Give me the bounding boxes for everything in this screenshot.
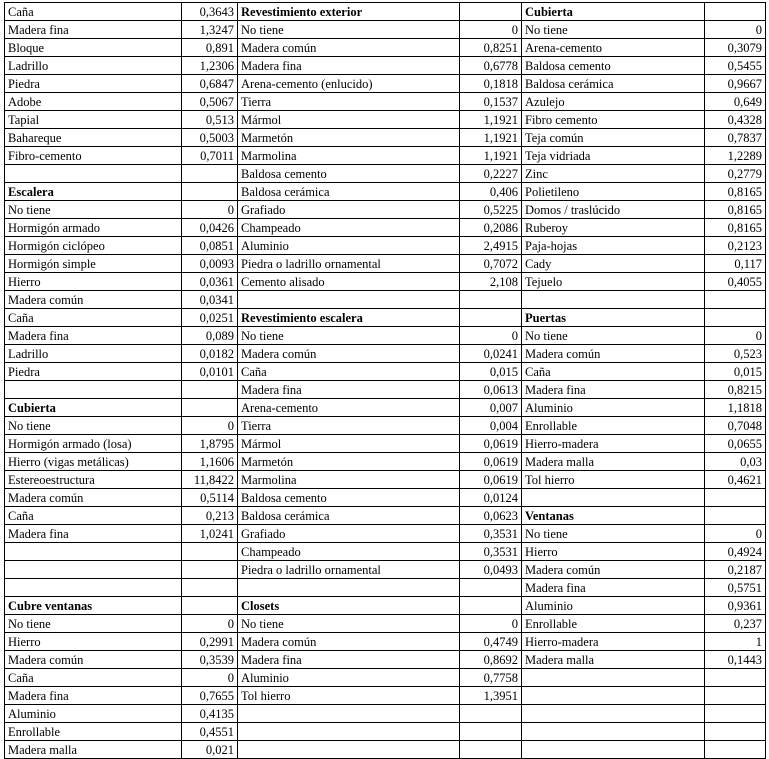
table-row bbox=[5, 399, 766, 417]
table-row bbox=[5, 363, 766, 381]
value-cell: 0,2123 bbox=[705, 237, 766, 255]
value-cell: 0,5751 bbox=[705, 579, 766, 597]
label-cell: Madera fina bbox=[238, 57, 460, 75]
label-cell: Cady bbox=[522, 255, 705, 273]
value-cell bbox=[182, 183, 238, 201]
label-cell: Madera fina bbox=[522, 579, 705, 597]
table-row bbox=[5, 147, 766, 165]
value-cell: 0,891 bbox=[182, 39, 238, 57]
label-cell: Madera malla bbox=[5, 741, 182, 759]
value-cell: 0,0619 bbox=[460, 453, 522, 471]
value-cell: 0,3531 bbox=[460, 525, 522, 543]
label-cell: Hierro bbox=[5, 273, 182, 291]
value-cell: 0,117 bbox=[705, 255, 766, 273]
value-cell: 2,108 bbox=[460, 273, 522, 291]
value-cell bbox=[182, 543, 238, 561]
label-cell: Arena-cemento bbox=[522, 39, 705, 57]
value-cell: 0,021 bbox=[182, 741, 238, 759]
value-cell: 0,5003 bbox=[182, 129, 238, 147]
value-cell: 0 bbox=[705, 327, 766, 345]
label-cell: Enrollable bbox=[5, 723, 182, 741]
label-cell: Piedra o ladrillo ornamental bbox=[238, 561, 460, 579]
value-cell: 0,4551 bbox=[182, 723, 238, 741]
label-cell: Baldosa cemento bbox=[238, 489, 460, 507]
label-cell: Caña bbox=[5, 507, 182, 525]
label-cell bbox=[238, 741, 460, 759]
value-cell bbox=[182, 399, 238, 417]
section-header: Cubierta bbox=[5, 399, 182, 417]
table-row bbox=[5, 723, 766, 741]
label-cell: Grafiado bbox=[238, 201, 460, 219]
label-cell: Hormigón armado (losa) bbox=[5, 435, 182, 453]
value-cell: 0,5067 bbox=[182, 93, 238, 111]
label-cell: Madera común bbox=[522, 561, 705, 579]
value-cell: 0,9667 bbox=[705, 75, 766, 93]
label-cell bbox=[238, 291, 460, 309]
label-cell: Piedra o ladrillo ornamental bbox=[238, 255, 460, 273]
label-cell: No tiene bbox=[238, 615, 460, 633]
value-cell: 0 bbox=[460, 21, 522, 39]
value-cell: 0 bbox=[182, 669, 238, 687]
value-cell: 0,4328 bbox=[705, 111, 766, 129]
value-cell: 0,015 bbox=[460, 363, 522, 381]
label-cell bbox=[5, 543, 182, 561]
section-header: Puertas bbox=[522, 309, 705, 327]
value-cell: 1,1818 bbox=[705, 399, 766, 417]
label-cell: Azulejo bbox=[522, 93, 705, 111]
section-header: Escalera bbox=[5, 183, 182, 201]
value-cell: 0,0493 bbox=[460, 561, 522, 579]
value-cell: 0,7655 bbox=[182, 687, 238, 705]
section-header: Cubre ventanas bbox=[5, 597, 182, 615]
value-cell bbox=[182, 165, 238, 183]
label-cell: Tol hierro bbox=[238, 687, 460, 705]
label-cell: Madera común bbox=[5, 489, 182, 507]
value-cell: 11,8422 bbox=[182, 471, 238, 489]
value-cell: 0,4749 bbox=[460, 633, 522, 651]
table-row bbox=[5, 417, 766, 435]
table-row bbox=[5, 309, 766, 327]
label-cell: Caña bbox=[238, 363, 460, 381]
value-cell: 0,0655 bbox=[705, 435, 766, 453]
label-cell: Madera común bbox=[5, 651, 182, 669]
label-cell: Ladrillo bbox=[5, 345, 182, 363]
table-row bbox=[5, 741, 766, 759]
value-cell: 0,8251 bbox=[460, 39, 522, 57]
value-cell bbox=[705, 3, 766, 21]
value-cell: 0,7072 bbox=[460, 255, 522, 273]
label-cell: No tiene bbox=[522, 525, 705, 543]
label-cell: Tierra bbox=[238, 417, 460, 435]
label-cell bbox=[522, 291, 705, 309]
value-cell bbox=[460, 309, 522, 327]
value-cell bbox=[705, 723, 766, 741]
value-cell: 1,1606 bbox=[182, 453, 238, 471]
label-cell bbox=[5, 165, 182, 183]
label-cell: Madera fina bbox=[522, 381, 705, 399]
value-cell: 0,5455 bbox=[705, 57, 766, 75]
value-cell: 1,1921 bbox=[460, 147, 522, 165]
value-cell: 0,4924 bbox=[705, 543, 766, 561]
label-cell bbox=[522, 687, 705, 705]
label-cell: Hierro bbox=[522, 543, 705, 561]
label-cell bbox=[238, 705, 460, 723]
label-cell: Madera fina bbox=[238, 381, 460, 399]
value-cell: 0,0619 bbox=[460, 471, 522, 489]
value-cell: 0,015 bbox=[705, 363, 766, 381]
label-cell: Hierro (vigas metálicas) bbox=[5, 453, 182, 471]
label-cell: Caña bbox=[5, 3, 182, 21]
label-cell: Fibro-cemento bbox=[5, 147, 182, 165]
label-cell: Piedra bbox=[5, 363, 182, 381]
label-cell: No tiene bbox=[522, 327, 705, 345]
table-row bbox=[5, 615, 766, 633]
label-cell: Madera común bbox=[238, 633, 460, 651]
table-row bbox=[5, 165, 766, 183]
label-cell: Hormigón ciclópeo bbox=[5, 237, 182, 255]
value-cell: 0 bbox=[705, 21, 766, 39]
value-cell: 0,0341 bbox=[182, 291, 238, 309]
table-row bbox=[5, 3, 766, 21]
value-cell: 0,2086 bbox=[460, 219, 522, 237]
value-cell: 0,3643 bbox=[182, 3, 238, 21]
value-cell: 0,0623 bbox=[460, 507, 522, 525]
value-cell: 0,513 bbox=[182, 111, 238, 129]
value-cell: 0,7011 bbox=[182, 147, 238, 165]
label-cell: Aluminio bbox=[238, 669, 460, 687]
table-row bbox=[5, 237, 766, 255]
table-row bbox=[5, 39, 766, 57]
label-cell: No tiene bbox=[238, 327, 460, 345]
label-cell: Madera fina bbox=[5, 525, 182, 543]
table-row bbox=[5, 183, 766, 201]
table-row bbox=[5, 255, 766, 273]
table-row bbox=[5, 507, 766, 525]
value-cell: 0,6847 bbox=[182, 75, 238, 93]
label-cell: Madera malla bbox=[522, 453, 705, 471]
value-cell: 0,0251 bbox=[182, 309, 238, 327]
table-row bbox=[5, 381, 766, 399]
value-cell: 0,1443 bbox=[705, 651, 766, 669]
value-cell bbox=[705, 291, 766, 309]
value-cell: 0,8165 bbox=[705, 201, 766, 219]
value-cell: 0,007 bbox=[460, 399, 522, 417]
label-cell: Caña bbox=[522, 363, 705, 381]
table-row bbox=[5, 57, 766, 75]
value-cell: 1,1921 bbox=[460, 129, 522, 147]
value-cell bbox=[182, 381, 238, 399]
value-cell: 2,4915 bbox=[460, 237, 522, 255]
label-cell: Bloque bbox=[5, 39, 182, 57]
table-row bbox=[5, 93, 766, 111]
table-row bbox=[5, 687, 766, 705]
table-row bbox=[5, 345, 766, 363]
label-cell bbox=[5, 579, 182, 597]
table-row bbox=[5, 471, 766, 489]
value-cell: 0,0361 bbox=[182, 273, 238, 291]
table-row bbox=[5, 219, 766, 237]
table-row bbox=[5, 435, 766, 453]
table-row bbox=[5, 633, 766, 651]
value-cell: 0 bbox=[182, 417, 238, 435]
value-cell: 0,1818 bbox=[460, 75, 522, 93]
value-cell bbox=[705, 669, 766, 687]
value-cell: 0,7837 bbox=[705, 129, 766, 147]
section-header: Revestimiento exterior bbox=[238, 3, 460, 21]
value-cell: 0,9361 bbox=[705, 597, 766, 615]
label-cell: Paja-hojas bbox=[522, 237, 705, 255]
value-cell: 0,2779 bbox=[705, 165, 766, 183]
value-cell bbox=[460, 705, 522, 723]
label-cell: Teja común bbox=[522, 129, 705, 147]
label-cell bbox=[5, 561, 182, 579]
label-cell bbox=[522, 705, 705, 723]
value-cell: 0,089 bbox=[182, 327, 238, 345]
value-cell bbox=[460, 597, 522, 615]
value-cell: 0,3079 bbox=[705, 39, 766, 57]
value-cell: 1 bbox=[705, 633, 766, 651]
value-cell bbox=[705, 687, 766, 705]
label-cell: Polietileno bbox=[522, 183, 705, 201]
label-cell bbox=[522, 723, 705, 741]
value-cell bbox=[460, 741, 522, 759]
value-cell: 1,3951 bbox=[460, 687, 522, 705]
label-cell: Mármol bbox=[238, 111, 460, 129]
label-cell: Arena-cemento (enlucido) bbox=[238, 75, 460, 93]
label-cell: Champeado bbox=[238, 219, 460, 237]
label-cell: Aluminio bbox=[522, 597, 705, 615]
section-header: Cubierta bbox=[522, 3, 705, 21]
value-cell bbox=[705, 489, 766, 507]
value-cell: 0,0851 bbox=[182, 237, 238, 255]
label-cell: Aluminio bbox=[238, 237, 460, 255]
value-cell bbox=[705, 705, 766, 723]
label-cell: Cemento alisado bbox=[238, 273, 460, 291]
label-cell: Aluminio bbox=[522, 399, 705, 417]
value-cell: 0,0182 bbox=[182, 345, 238, 363]
label-cell: Madera común bbox=[238, 39, 460, 57]
value-cell bbox=[705, 309, 766, 327]
value-cell: 0,4055 bbox=[705, 273, 766, 291]
value-cell: 0,649 bbox=[705, 93, 766, 111]
label-cell: Champeado bbox=[238, 543, 460, 561]
table-row bbox=[5, 579, 766, 597]
label-cell: Madera común bbox=[5, 291, 182, 309]
table-row bbox=[5, 453, 766, 471]
value-cell: 0,1537 bbox=[460, 93, 522, 111]
value-cell: 0,0619 bbox=[460, 435, 522, 453]
label-cell: Madera fina bbox=[5, 687, 182, 705]
value-cell: 0,8165 bbox=[705, 219, 766, 237]
label-cell: Tapial bbox=[5, 111, 182, 129]
label-cell: Aluminio bbox=[5, 705, 182, 723]
label-cell: No tiene bbox=[5, 417, 182, 435]
value-cell: 0,0241 bbox=[460, 345, 522, 363]
label-cell: Madera malla bbox=[522, 651, 705, 669]
value-cell bbox=[705, 507, 766, 525]
coefficients-table bbox=[4, 2, 766, 759]
value-cell: 0 bbox=[182, 615, 238, 633]
value-cell bbox=[460, 723, 522, 741]
label-cell: Baldosa cemento bbox=[238, 165, 460, 183]
value-cell bbox=[182, 579, 238, 597]
value-cell: 0,0093 bbox=[182, 255, 238, 273]
label-cell: Baldosa cemento bbox=[522, 57, 705, 75]
section-header: Ventanas bbox=[522, 507, 705, 525]
table-row bbox=[5, 669, 766, 687]
label-cell: Mármol bbox=[238, 435, 460, 453]
value-cell: 1,8795 bbox=[182, 435, 238, 453]
label-cell: No tiene bbox=[238, 21, 460, 39]
label-cell: Grafiado bbox=[238, 525, 460, 543]
value-cell: 0,0124 bbox=[460, 489, 522, 507]
value-cell: 0,237 bbox=[705, 615, 766, 633]
label-cell: Ladrillo bbox=[5, 57, 182, 75]
value-cell: 0,004 bbox=[460, 417, 522, 435]
value-cell: 0,5114 bbox=[182, 489, 238, 507]
label-cell: Domos / traslúcido bbox=[522, 201, 705, 219]
value-cell: 0,4135 bbox=[182, 705, 238, 723]
value-cell: 0,406 bbox=[460, 183, 522, 201]
value-cell: 0,8692 bbox=[460, 651, 522, 669]
table-row bbox=[5, 129, 766, 147]
value-cell: 1,2289 bbox=[705, 147, 766, 165]
value-cell: 0,3531 bbox=[460, 543, 522, 561]
label-cell: Caña bbox=[5, 309, 182, 327]
label-cell: Estereoestructura bbox=[5, 471, 182, 489]
table-row bbox=[5, 327, 766, 345]
value-cell: 0,0101 bbox=[182, 363, 238, 381]
label-cell: Madera común bbox=[522, 345, 705, 363]
label-cell: Arena-cemento bbox=[238, 399, 460, 417]
label-cell: Caña bbox=[5, 669, 182, 687]
value-cell: 0,3539 bbox=[182, 651, 238, 669]
label-cell: Baldosa cerámica bbox=[238, 183, 460, 201]
section-header: Closets bbox=[238, 597, 460, 615]
label-cell: Marmolina bbox=[238, 147, 460, 165]
table-row bbox=[5, 543, 766, 561]
value-cell: 0,0613 bbox=[460, 381, 522, 399]
table-row bbox=[5, 111, 766, 129]
label-cell bbox=[238, 723, 460, 741]
label-cell: Tol hierro bbox=[522, 471, 705, 489]
label-cell: Hierro-madera bbox=[522, 435, 705, 453]
value-cell: 0 bbox=[460, 615, 522, 633]
value-cell: 0 bbox=[460, 327, 522, 345]
label-cell: Fibro cemento bbox=[522, 111, 705, 129]
label-cell: Hormigón armado bbox=[5, 219, 182, 237]
table-row bbox=[5, 201, 766, 219]
table-row bbox=[5, 525, 766, 543]
table-row bbox=[5, 597, 766, 615]
label-cell: Madera común bbox=[238, 345, 460, 363]
label-cell: No tiene bbox=[522, 21, 705, 39]
label-cell: Enrollable bbox=[522, 615, 705, 633]
value-cell: 0,2227 bbox=[460, 165, 522, 183]
value-cell: 0,4621 bbox=[705, 471, 766, 489]
value-cell: 0,5225 bbox=[460, 201, 522, 219]
value-cell: 0,03 bbox=[705, 453, 766, 471]
value-cell: 0,6778 bbox=[460, 57, 522, 75]
value-cell: 0,2991 bbox=[182, 633, 238, 651]
label-cell: Marmetón bbox=[238, 453, 460, 471]
value-cell bbox=[182, 597, 238, 615]
label-cell: Madera fina bbox=[5, 327, 182, 345]
value-cell bbox=[460, 579, 522, 597]
value-cell: 1,1921 bbox=[460, 111, 522, 129]
label-cell: Hormigón simple bbox=[5, 255, 182, 273]
label-cell: Bahareque bbox=[5, 129, 182, 147]
value-cell: 0,7048 bbox=[705, 417, 766, 435]
label-cell bbox=[238, 579, 460, 597]
value-cell: 0 bbox=[182, 201, 238, 219]
value-cell bbox=[460, 291, 522, 309]
label-cell: Hierro-madera bbox=[522, 633, 705, 651]
label-cell: Marmolina bbox=[238, 471, 460, 489]
label-cell: Zinc bbox=[522, 165, 705, 183]
label-cell bbox=[522, 741, 705, 759]
label-cell: Adobe bbox=[5, 93, 182, 111]
label-cell: Baldosa cerámica bbox=[522, 75, 705, 93]
label-cell: No tiene bbox=[5, 615, 182, 633]
label-cell bbox=[522, 489, 705, 507]
value-cell bbox=[460, 3, 522, 21]
label-cell: No tiene bbox=[5, 201, 182, 219]
value-cell: 0 bbox=[705, 525, 766, 543]
table-row bbox=[5, 273, 766, 291]
value-cell: 0,213 bbox=[182, 507, 238, 525]
value-cell: 0,523 bbox=[705, 345, 766, 363]
table-row bbox=[5, 291, 766, 309]
table-row bbox=[5, 21, 766, 39]
label-cell: Madera fina bbox=[238, 651, 460, 669]
value-cell bbox=[705, 741, 766, 759]
label-cell: Baldosa cerámica bbox=[238, 507, 460, 525]
value-cell bbox=[182, 561, 238, 579]
label-cell: Tierra bbox=[238, 93, 460, 111]
label-cell: Piedra bbox=[5, 75, 182, 93]
value-cell: 0,2187 bbox=[705, 561, 766, 579]
value-cell: 1,2306 bbox=[182, 57, 238, 75]
table-row bbox=[5, 705, 766, 723]
label-cell: Madera fina bbox=[5, 21, 182, 39]
label-cell bbox=[522, 669, 705, 687]
table-row bbox=[5, 651, 766, 669]
label-cell: Ruberoy bbox=[522, 219, 705, 237]
label-cell: Hierro bbox=[5, 633, 182, 651]
table-row bbox=[5, 75, 766, 93]
value-cell: 0,7758 bbox=[460, 669, 522, 687]
value-cell: 1,3247 bbox=[182, 21, 238, 39]
value-cell: 0,8215 bbox=[705, 381, 766, 399]
table-row bbox=[5, 489, 766, 507]
value-cell: 1,0241 bbox=[182, 525, 238, 543]
table-row bbox=[5, 561, 766, 579]
value-cell: 0,0426 bbox=[182, 219, 238, 237]
label-cell: Marmetón bbox=[238, 129, 460, 147]
label-cell: Tejuelo bbox=[522, 273, 705, 291]
label-cell bbox=[5, 381, 182, 399]
table-body bbox=[5, 3, 766, 759]
label-cell: Teja vidriada bbox=[522, 147, 705, 165]
section-header: Revestimiento escalera bbox=[238, 309, 460, 327]
label-cell: Enrollable bbox=[522, 417, 705, 435]
value-cell: 0,8165 bbox=[705, 183, 766, 201]
